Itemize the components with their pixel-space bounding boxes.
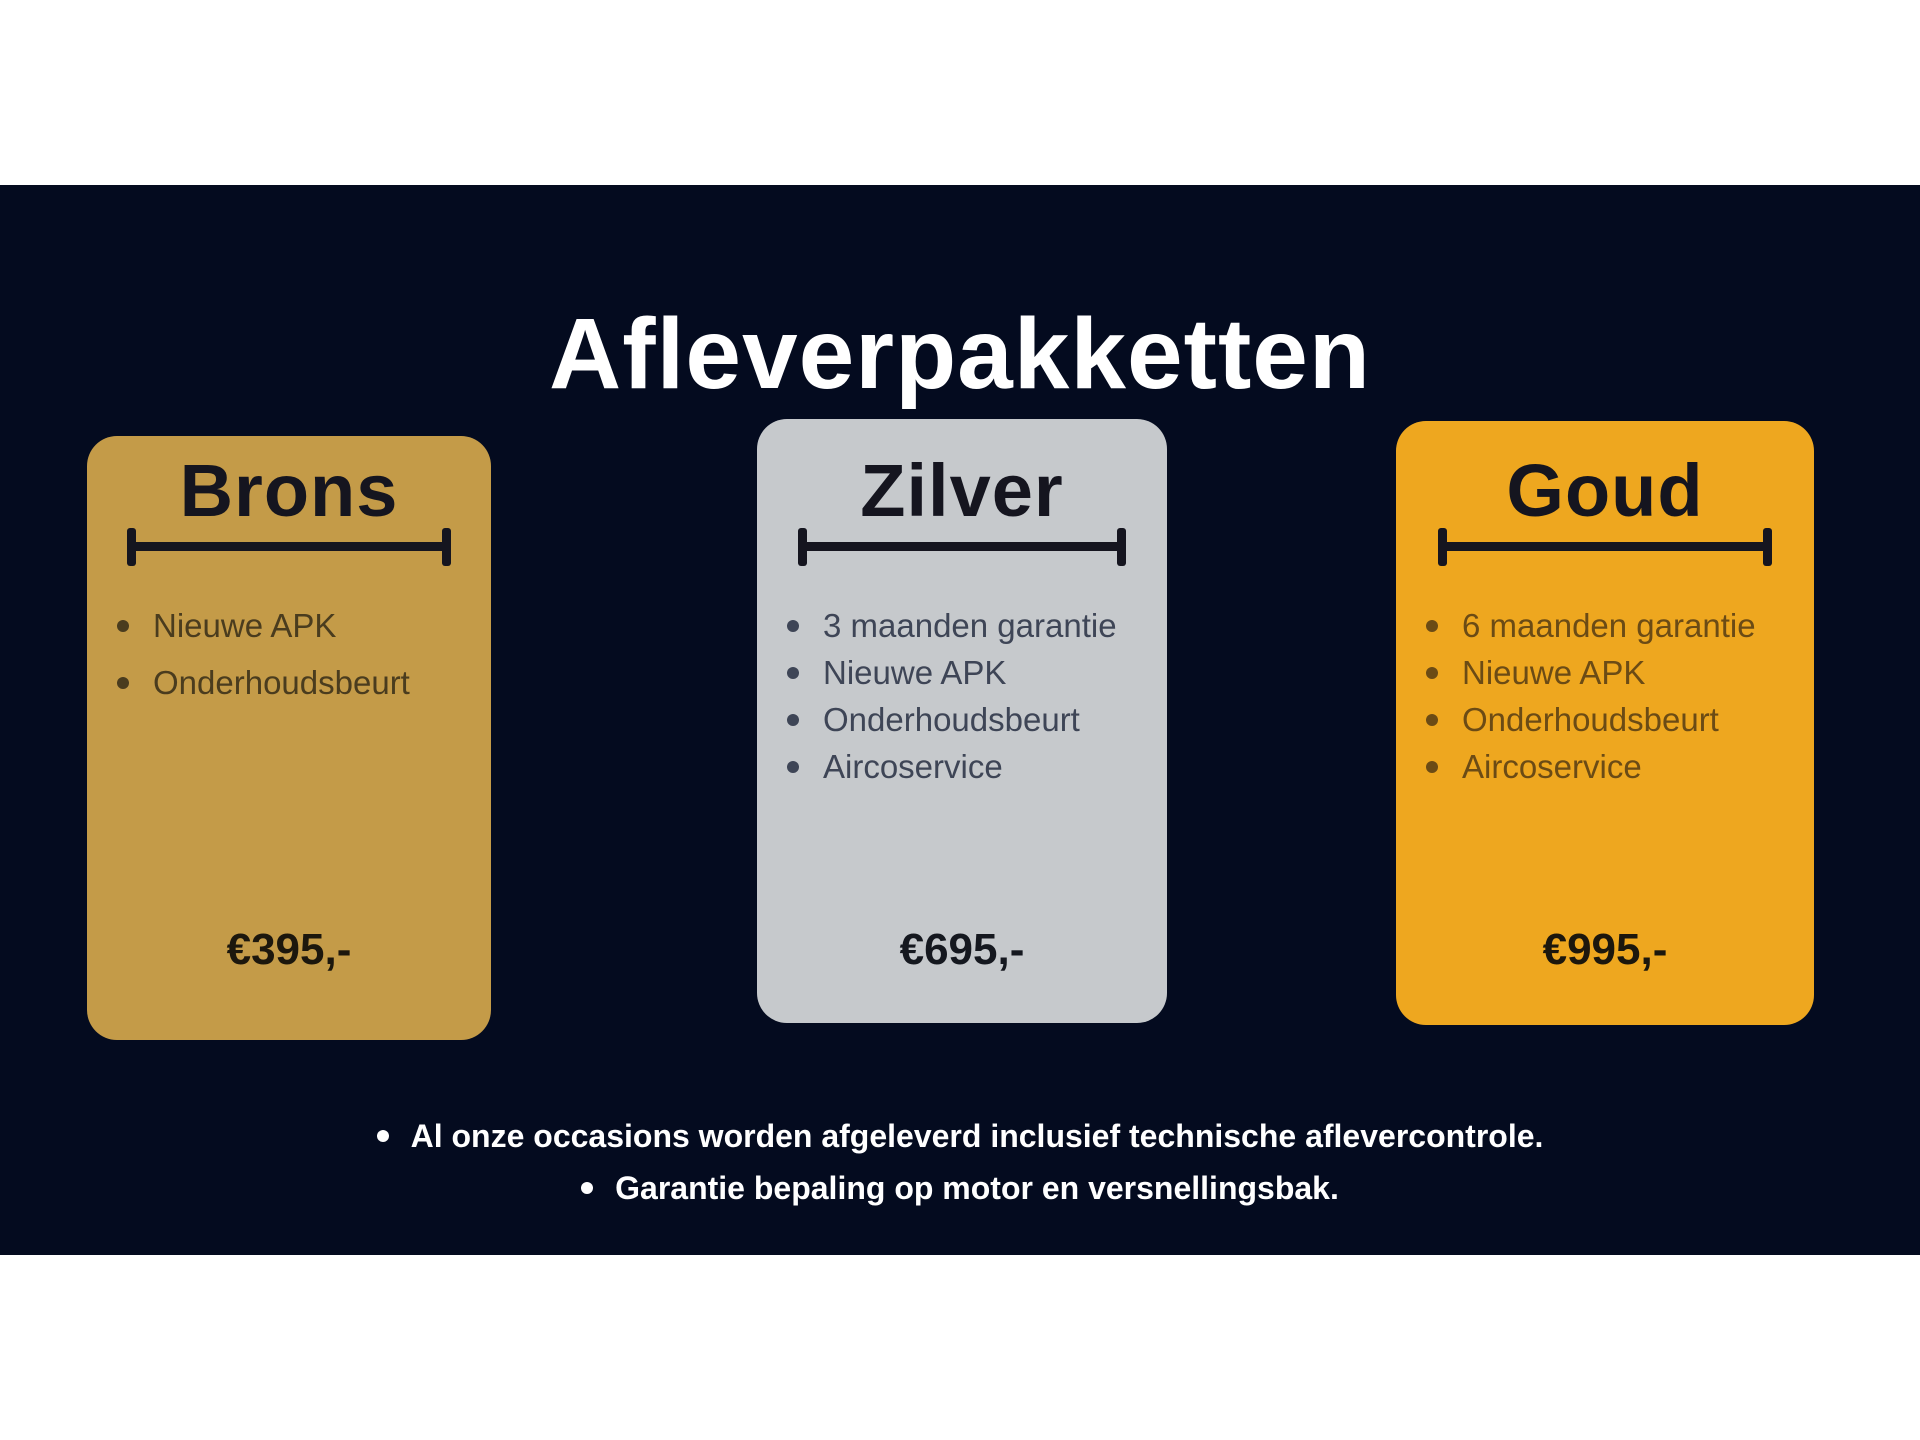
feature-label: 6 maanden garantie (1462, 607, 1756, 644)
list-item (1426, 749, 1798, 785)
feature-label: Nieuwe APK (823, 654, 1007, 691)
bullet-icon (117, 677, 129, 689)
card-zilver-title: Zilver (860, 449, 1064, 532)
bullet-icon (787, 667, 799, 679)
list-item (117, 608, 475, 644)
pricing-panel (0, 185, 1920, 1255)
bullet-icon (581, 1182, 593, 1194)
footer-note (0, 1169, 1920, 1207)
bullet-icon (377, 1130, 389, 1142)
bullet-icon (787, 620, 799, 632)
bullet-icon (1426, 761, 1438, 773)
list-item (787, 702, 1151, 738)
page-title: Afleverpakketten (549, 298, 1371, 410)
feature-label: Nieuwe APK (153, 607, 337, 644)
list-item (787, 749, 1151, 785)
footer-note-text: Garantie bepaling op motor en versnellingsbak. (615, 1170, 1339, 1206)
underline-bracket-icon (1438, 528, 1772, 566)
feature-label: Aircoservice (1462, 748, 1642, 785)
card-brons-title: Brons (179, 449, 399, 532)
bracket-line (802, 542, 1122, 551)
bracket-right-tick (442, 528, 451, 566)
list-item (787, 608, 1151, 644)
price-label: €995,- (1542, 925, 1668, 974)
feature-label: Onderhoudsbeurt (153, 664, 410, 701)
list-item (787, 655, 1151, 691)
feature-list (757, 608, 1167, 785)
bullet-icon (787, 761, 799, 773)
bracket-line (131, 542, 446, 551)
bullet-icon (787, 714, 799, 726)
footer-note-text: Al onze occasions worden afgeleverd inclusief technische aflevercontrole. (410, 1118, 1544, 1154)
card-goud-content (1396, 449, 1814, 974)
card-goud-title: Goud (1506, 449, 1704, 532)
feature-label: Onderhoudsbeurt (1462, 701, 1719, 738)
price-label: €395,- (226, 925, 352, 974)
feature-label: Aircoservice (823, 748, 1003, 785)
list-item (1426, 608, 1798, 644)
card-brons-content (87, 449, 491, 974)
card-zilver (757, 419, 1167, 1023)
feature-label: Onderhoudsbeurt (823, 701, 1080, 738)
bracket-line (1442, 542, 1768, 551)
card-goud (1396, 421, 1814, 1025)
footer-note (0, 1117, 1920, 1155)
underline-bracket-icon (798, 528, 1126, 566)
bullet-icon (1426, 714, 1438, 726)
bullet-icon (1426, 620, 1438, 632)
feature-label: Nieuwe APK (1462, 654, 1646, 691)
bracket-right-tick (1117, 528, 1126, 566)
feature-list (87, 608, 491, 701)
card-zilver-content (757, 449, 1167, 974)
list-item (1426, 655, 1798, 691)
underline-bracket-icon (127, 528, 450, 566)
feature-list (1396, 608, 1814, 785)
card-brons (87, 436, 491, 1040)
price-label: €695,- (899, 925, 1025, 974)
list-item (117, 665, 475, 701)
list-item (1426, 702, 1798, 738)
feature-label: 3 maanden garantie (823, 607, 1117, 644)
bracket-right-tick (1763, 528, 1772, 566)
bullet-icon (117, 620, 129, 632)
bullet-icon (1426, 667, 1438, 679)
